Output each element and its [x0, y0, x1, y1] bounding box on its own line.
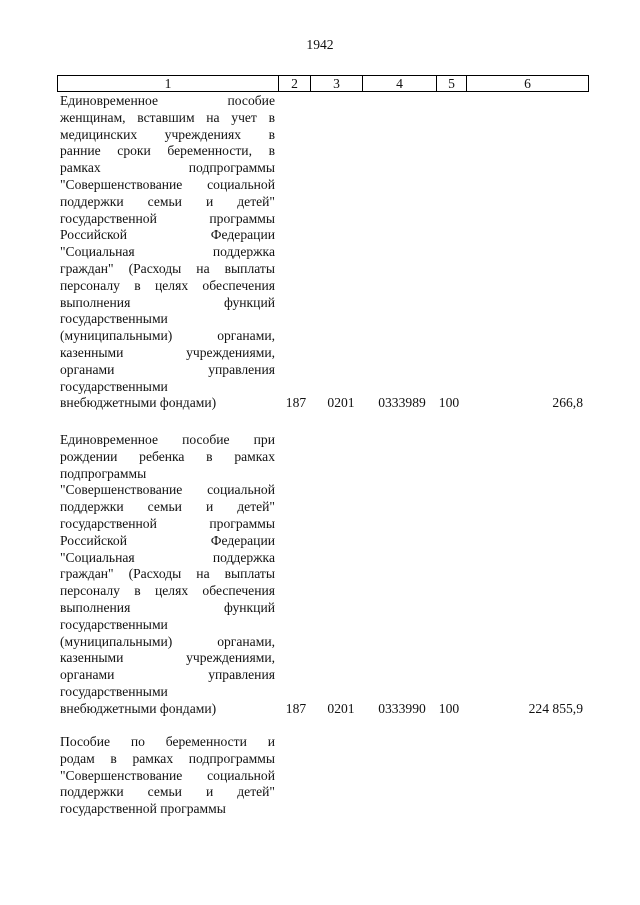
description-line: подпрограммы: [60, 465, 147, 481]
description-line: граждан" (Расходы на выплаты: [60, 566, 275, 582]
description-line: государственными: [60, 378, 168, 394]
description-line: казенными учреждениями,: [60, 344, 275, 360]
row-expense-type: 100: [438, 700, 460, 716]
description-line: ранние сроки беременности, в: [60, 143, 275, 159]
description-line: государственной программы: [60, 515, 275, 531]
description-line: органами управления: [60, 667, 275, 683]
description-line: родам в рамках подпрограммы: [60, 750, 275, 766]
row-target-article: 0333989: [378, 395, 426, 411]
table-header: [57, 75, 589, 92]
description-line: поддержки семьи и детей": [60, 784, 275, 800]
description-line: выполнения функций: [60, 294, 275, 310]
description-line: Российской Федерации: [60, 227, 275, 243]
row-section: 0201: [327, 395, 355, 411]
header-col-5: 5: [436, 76, 466, 91]
description-line: граждан" (Расходы на выплаты: [60, 260, 275, 276]
header-col-4: 4: [362, 76, 436, 91]
description-line: женщинам, вставшим на учет в: [60, 109, 275, 125]
description-line: медицинских учреждениях в: [60, 126, 275, 142]
description-line: поддержки семьи и детей": [60, 499, 275, 515]
row-section: 0201: [327, 700, 355, 716]
description-line: рождении ребенка в рамках: [60, 448, 275, 464]
description-line: органами управления: [60, 361, 275, 377]
description-line: (муниципальными) органами,: [60, 633, 275, 649]
row-description: [60, 734, 275, 818]
description-line: Пособие по беременности и: [60, 734, 275, 749]
description-line: государственной программы: [60, 210, 275, 226]
description-line: (муниципальными) органами,: [60, 328, 275, 344]
description-line: Единовременное пособие: [60, 93, 275, 108]
row-code: 187: [285, 700, 307, 716]
description-line: персоналу в целях обеспечения: [60, 277, 275, 293]
description-line: поддержки семьи и детей": [60, 193, 275, 209]
description-line: Единовременное пособие при: [60, 432, 275, 447]
description-line: "Совершенствование социальной: [60, 176, 275, 192]
row-description: [60, 93, 275, 412]
description-line: "Социальная поддержка: [60, 244, 275, 260]
row-description: [60, 432, 275, 718]
header-col-3: 3: [310, 76, 362, 91]
row-expense-type: 100: [438, 395, 460, 411]
description-line: рамках подпрограммы: [60, 160, 275, 176]
header-col-6: 6: [466, 76, 588, 91]
description-line: "Социальная поддержка: [60, 549, 275, 565]
description-line: внебюджетными фондами): [60, 395, 217, 411]
description-line: Российской Федерации: [60, 532, 275, 548]
header-col-1: 1: [164, 76, 172, 91]
header-col-2: 2: [278, 76, 310, 91]
description-line: выполнения функций: [60, 599, 275, 615]
description-line: государственными: [60, 683, 168, 699]
description-line: "Совершенствование социальной: [60, 482, 275, 498]
description-line: внебюджетными фондами): [60, 700, 217, 716]
description-line: государственными: [60, 616, 168, 632]
description-line: "Совершенствование социальной: [60, 767, 275, 783]
row-amount: 224 855,9: [528, 700, 583, 716]
page-number: 1942: [306, 37, 334, 52]
description-line: государственными: [60, 311, 168, 327]
row-target-article: 0333990: [378, 700, 426, 716]
description-line: персоналу в целях обеспечения: [60, 583, 275, 599]
description-line: государственной программы: [60, 801, 226, 817]
row-code: 187: [285, 395, 307, 411]
description-line: казенными учреждениями,: [60, 650, 275, 666]
row-amount: 266,8: [552, 395, 583, 411]
